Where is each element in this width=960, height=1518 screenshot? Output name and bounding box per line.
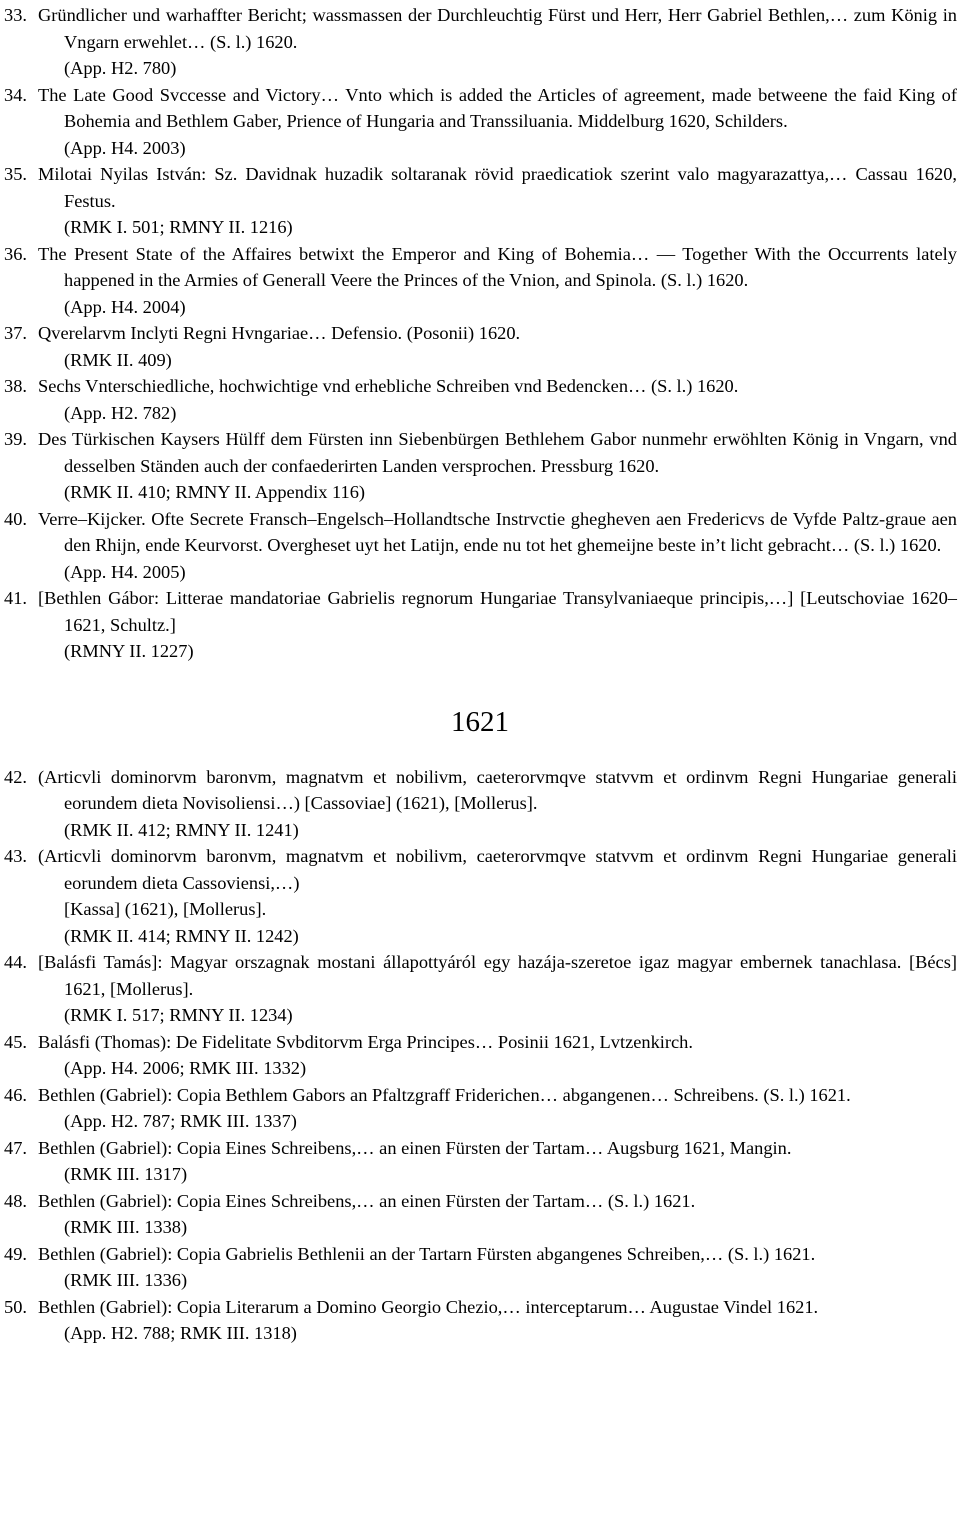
bibliography-entry-43 — [0, 843, 960, 949]
bibliography-entry-46 — [0, 1082, 960, 1135]
bibliography-entry-44 — [0, 949, 960, 1029]
entry-reference: (App. H4. 2006; RMK III. 1332) — [64, 1058, 307, 1078]
entry-text: (Articvli dominorvm baronvm, magnatvm et nobilivm, caeterorvmqve statvvm et ordinvm Regni Hungariae generali eorundem dieta Novisoliensi…) [Cassoviae] (1621), [Mollerus]. — [38, 766, 957, 813]
year-heading: 1621 — [451, 705, 509, 738]
entry-number: 49. — [4, 1243, 27, 1264]
bibliography-entry-33 — [0, 2, 960, 82]
entry-text: Qverelarvm Inclyti Regni Hvngariae… Defensio. (Posonii) 1620. — [38, 323, 521, 343]
entry-reference: (App. H2. 782) — [64, 402, 177, 423]
bibliography-entry-37 — [0, 320, 960, 373]
entry-text: Balásfi (Thomas): De Fidelitate Svbditorvm Erga Principes… Posinii 1621, Lvtzenkirch. — [38, 1031, 693, 1052]
entry-number: 46. — [4, 1084, 27, 1105]
entry-number: 38. — [4, 376, 27, 396]
entry-text: Bethlen (Gabriel): Copia Eines Schreibens,… an einen Fürsten der Tartam… (S. l.) 1621. — [38, 1190, 696, 1211]
bibliography-entry-50 — [0, 1294, 960, 1347]
entry-number: 40. — [4, 508, 27, 529]
entry-text: Sechs Vnterschiedliche, hochwichtige vnd erhebliche Schreiben vnd Bedencken… (S. l.) 1620. — [38, 376, 739, 396]
entry-text: (Articvli dominorvm baronvm, magnatvm et nobilivm, caeterorvmqve statvvm et ordinvm Regni Hungariae generali eorundem dieta Cassoviensi,…) — [38, 846, 957, 893]
entry-text: [Bethlen Gábor: Litterae mandatoriae Gabrielis regnorum Hungariae Transylvaniaeque principis,…] [Leutschoviae 1620–1621, Schultz.] — [38, 588, 957, 635]
bibliography-entry-40 — [0, 506, 960, 586]
bibliography-entry-49 — [0, 1241, 960, 1294]
entry-number: 45. — [4, 1031, 27, 1052]
entry-text: Milotai Nyilas István: Sz. Davidnak huzadik soltaranak rövid praedicatiok szerint valo magyarazattya,… Cassau 1620, Festus. — [38, 164, 957, 211]
entry-reference: (RMK III. 1336) — [64, 1270, 188, 1290]
entry-reference: (RMK II. 409) — [64, 349, 172, 370]
entry-reference: (App. H2. 788; RMK III. 1318) — [64, 1323, 297, 1343]
entry-number: 48. — [4, 1190, 27, 1211]
entry-number: 42. — [4, 766, 27, 787]
entry-text: The Present State of the Affaires betwixt the Emperor and King of Bohemia… — Together With the Occurrents lately happened in the Armies of Generall Veere the Princes of the Vnion, and Spinola. (S. l.) 1620. — [38, 243, 957, 290]
entry-number: 35. — [4, 164, 27, 184]
entry-number: 37. — [4, 323, 27, 343]
entry-number: 47. — [4, 1137, 27, 1158]
bibliography-entry-35 — [0, 161, 960, 241]
entry-reference: (App. H2. 787; RMK III. 1337) — [64, 1111, 297, 1131]
bibliography-entry-41 — [0, 585, 960, 665]
entry-text: Bethlen (Gabriel): Copia Eines Schreibens,… an einen Fürsten der Tartam… Augsburg 1621, Mangin. — [38, 1137, 792, 1158]
bibliography-entry-47 — [0, 1135, 960, 1188]
bibliography-entry-38 — [0, 373, 960, 426]
entry-reference: (App. H4. 2003) — [64, 137, 186, 158]
entry-text: The Late Good Svccesse and Victory… Vnto which is added the Articles of agreement, made betweene the faid King of Bohemia and Bethlem Gaber, Prience of Hungaria and Transsiluania. Middelburg 1620, Schilders. — [38, 84, 957, 131]
entry-reference: (RMK II. 410; RMNY II. Appendix 116) — [64, 482, 366, 502]
entry-text: Gründlicher und warhaffter Bericht; wassmassen der Durchleuchtig Fürst und Herr, Herr Gabriel Bethlen,… zum König in Vngarn erwehlet… (S. l.) 1620. — [38, 5, 957, 52]
entry-reference: (App. H4. 2004) — [64, 296, 186, 317]
entry-reference: (RMK II. 414; RMNY II. 1242) — [64, 925, 299, 946]
entry-text: Bethlen (Gabriel): Copia Gabrielis Bethlenii an der Tartarn Fürsten abgangenes Schreiben,… (S. l.) 1621. — [38, 1243, 816, 1264]
entries-1621 — [0, 764, 960, 1347]
entry-number: 43. — [4, 846, 27, 866]
entry-number: 44. — [4, 952, 27, 972]
entry-number: 39. — [4, 429, 27, 449]
entry-text: Verre–Kijcker. Ofte Secrete Fransch–Engelsch–Hollandtsche Instrvctie ghegheven aen Fredericvs de Vyfde Paltz-graue aen den Rhijn, ende Keurvorst. Overgheset uyt het Latijn, ende nu tot het ghemeijne beste in’t licht gebracht… (S. l.) 1620. — [38, 508, 957, 555]
entry-number: 33. — [4, 5, 27, 25]
entry-reference: (RMK I. 517; RMNY II. 1234) — [64, 1005, 293, 1025]
entry-text: Des Türkischen Kaysers Hülff dem Fürsten inn Siebenbürgen Bethlehem Gabor nunmehr erwöhlten König in Vngarn, vnd desselben Ständen auch der confaederirten Landen versprochen. Pressburg 1620. — [38, 429, 957, 476]
entry-number: 36. — [4, 243, 27, 264]
bibliography-page — [0, 2, 960, 1347]
entry-reference: (RMK II. 412; RMNY II. 1241) — [64, 819, 299, 840]
entries-1620 — [0, 2, 960, 665]
entry-reference: (RMNY II. 1227) — [64, 641, 194, 661]
bibliography-entry-36 — [0, 241, 960, 321]
entry-text: Bethlen (Gabriel): Copia Bethlem Gabors an Pfaltzgraff Friderichen… abgangenen… Schreibens. (S. l.) 1621. — [38, 1084, 851, 1105]
entry-reference: (RMK III. 1317) — [64, 1164, 188, 1184]
entry-reference: (RMK I. 501; RMNY II. 1216) — [64, 217, 293, 237]
entry-reference: (App. H4. 2005) — [64, 561, 186, 582]
entry-number: 41. — [4, 588, 27, 608]
bibliography-entry-48 — [0, 1188, 960, 1241]
bibliography-entry-45 — [0, 1029, 960, 1082]
entry-reference: (RMK III. 1338) — [64, 1217, 188, 1237]
entry-text: Bethlen (Gabriel): Copia Literarum a Domino Georgio Chezio,… interceptarum… Augustae Vindel 1621. — [38, 1296, 819, 1317]
entry-number: 34. — [4, 84, 27, 105]
entry-reference: (App. H2. 780) — [64, 58, 177, 78]
bibliography-entry-39 — [0, 426, 960, 506]
entry-publication-line: [Kassa] (1621), [Mollerus]. — [64, 899, 267, 919]
entry-number: 50. — [4, 1296, 27, 1317]
bibliography-entry-34 — [0, 82, 960, 162]
bibliography-entry-42 — [0, 764, 960, 844]
entry-text: [Balásfi Tamás]: Magyar orszagnak mostani állapottyáról egy hazája-szeretoe igaz magyar embernek tanachlasa. [Bécs] 1621, [Mollerus]. — [38, 952, 957, 999]
